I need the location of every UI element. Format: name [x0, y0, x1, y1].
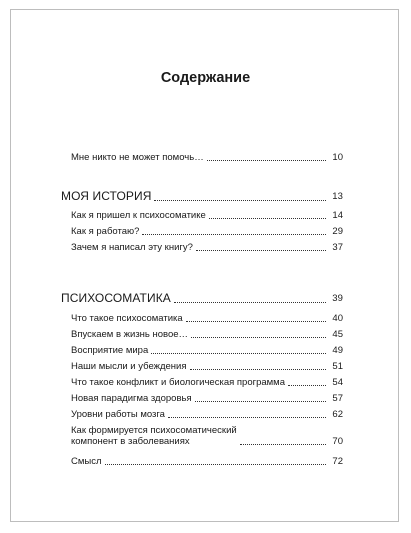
- toc-entry-page: 10: [332, 152, 343, 163]
- toc-entry-page: 51: [332, 361, 343, 372]
- toc-entry-label: Уровни работы мозга: [71, 409, 165, 420]
- toc-entry[interactable]: [71, 226, 343, 237]
- toc-entry[interactable]: [71, 361, 343, 372]
- toc-entry-label: Мне никто не может помочь…: [71, 152, 204, 163]
- toc-entry-label: Новая парадигма здоровья: [71, 393, 192, 404]
- toc-entry[interactable]: [71, 242, 343, 253]
- toc-entry-label: Впускаем в жизнь новое…: [71, 329, 189, 340]
- toc-section-label: МОЯ ИСТОРИЯ: [61, 189, 152, 203]
- toc-entry[interactable]: [71, 393, 343, 404]
- dot-leader: [196, 250, 326, 251]
- dot-leader: [207, 160, 326, 161]
- toc-entry-page: 45: [332, 329, 343, 340]
- toc-entry[interactable]: [71, 210, 343, 221]
- toc-entry-label-line: компонент в заболеваниях: [71, 436, 190, 447]
- toc-entry[interactable]: [71, 313, 343, 324]
- toc-entry-label: Что такое конфликт и биологическая программа: [71, 377, 285, 388]
- toc-entry-page: 54: [332, 377, 343, 388]
- toc-entry-page: 14: [332, 210, 343, 221]
- toc-entry[interactable]: [71, 409, 343, 420]
- dot-leader: [190, 369, 326, 370]
- toc-section-label: ПСИХОСОМАТИКА: [61, 291, 171, 305]
- toc-entry[interactable]: [71, 456, 343, 467]
- toc-entry-label: Как я работаю?: [71, 226, 140, 237]
- toc-entry[interactable]: [71, 377, 343, 388]
- dot-leader: [168, 417, 326, 418]
- toc-entry-label: Что такое психосоматика: [71, 313, 183, 324]
- dot-leader: [154, 200, 326, 201]
- toc-entry-page: 29: [332, 226, 343, 237]
- dot-leader: [174, 302, 326, 303]
- toc-entry-page: 39: [332, 293, 343, 304]
- dot-leader: [288, 385, 326, 386]
- toc-entry-label: Смысл: [71, 456, 102, 467]
- toc-entry-page: 13: [332, 191, 343, 202]
- toc-entry[interactable]: [71, 152, 343, 163]
- toc-entry[interactable]: [71, 425, 343, 447]
- dot-leader: [142, 234, 326, 235]
- toc-entry-page: 37: [332, 242, 343, 253]
- toc-entry-label-line: Как формируется психосоматический: [71, 425, 237, 436]
- dot-leader: [240, 444, 326, 445]
- dot-leader: [105, 464, 326, 465]
- toc-entry[interactable]: [71, 345, 343, 356]
- toc-entry-label: [71, 425, 237, 447]
- toc-entry-page: 70: [332, 436, 343, 447]
- toc-section[interactable]: [61, 292, 343, 305]
- dot-leader: [209, 218, 326, 219]
- toc-entry-label: Наши мысли и убеждения: [71, 361, 187, 372]
- dot-leader: [195, 401, 326, 402]
- toc-entry-page: 57: [332, 393, 343, 404]
- toc-entry[interactable]: [71, 329, 343, 340]
- toc-entry-page: 40: [332, 313, 343, 324]
- toc-entry-label: Восприятие мира: [71, 345, 149, 356]
- toc-entry-page: 72: [332, 456, 343, 467]
- toc-entry-page: 62: [332, 409, 343, 420]
- toc-entry-label: Как я пришел к психосоматике: [71, 210, 206, 221]
- toc-entry-page: 49: [332, 345, 343, 356]
- dot-leader: [151, 353, 326, 354]
- page-title: Содержание: [160, 70, 251, 86]
- toc-entry-label: Зачем я написал эту книгу?: [71, 242, 193, 253]
- dot-leader: [191, 337, 326, 338]
- dot-leader: [186, 321, 326, 322]
- toc-section[interactable]: [61, 190, 343, 203]
